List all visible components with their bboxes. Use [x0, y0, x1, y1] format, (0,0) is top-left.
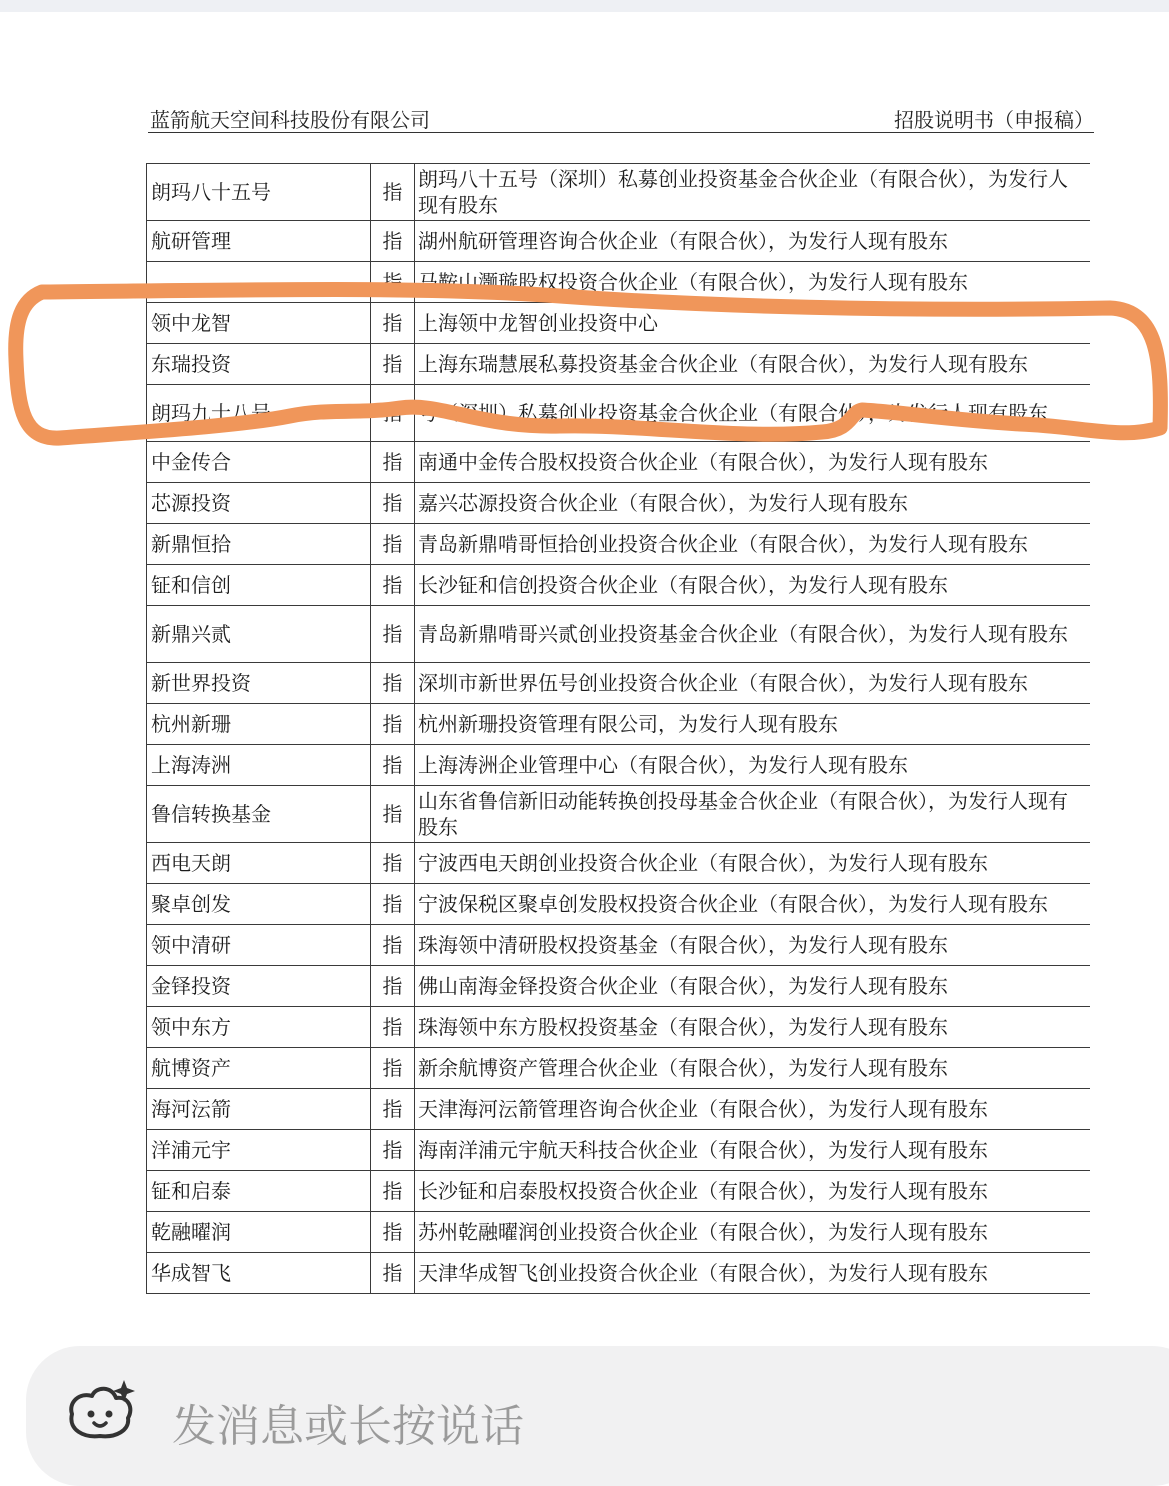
refers-to-cell: 指 [371, 262, 415, 303]
abbreviation-cell: 东瑞投资 [147, 344, 371, 385]
message-input-bar[interactable] [26, 1346, 1169, 1486]
abbreviation-cell: 领中东方 [147, 1007, 371, 1048]
abbreviation-cell: 航研管理 [147, 221, 371, 262]
abbreviation-cell: 西电天朗 [147, 843, 371, 884]
definition-cell: 杭州新珊投资管理有限公司，为发行人现有股东 [415, 704, 1091, 745]
table-row [147, 262, 1091, 303]
refers-to-cell: 指 [371, 966, 415, 1007]
table-row [147, 442, 1091, 483]
definitions-table [146, 163, 1090, 1294]
abbreviation-cell: 海河沄箭 [147, 1089, 371, 1130]
definition-cell: 湖州航研管理咨询合伙企业（有限合伙），为发行人现有股东 [415, 221, 1091, 262]
definition-cell: 上海涛洲企业管理中心（有限合伙），为发行人现有股东 [415, 745, 1091, 786]
refers-to-cell: 指 [371, 164, 415, 221]
definition-cell: 佛山南海金铎投资合伙企业（有限合伙），为发行人现有股东 [415, 966, 1091, 1007]
abbreviation-cell: 新世界投资 [147, 663, 371, 704]
abbreviation-cell: 新鼎恒拾 [147, 524, 371, 565]
abbreviation-cell: 朗玛九十八号 [147, 385, 371, 442]
definition-cell: 新余航博资产管理合伙企业（有限合伙），为发行人现有股东 [415, 1048, 1091, 1089]
definition-cell: 天津海河沄箭管理咨询合伙企业（有限合伙），为发行人现有股东 [415, 1089, 1091, 1130]
definition-cell: 朗玛八十五号（深圳）私募创业投资基金合伙企业（有限合伙），为发行人现有股东 [415, 164, 1091, 221]
refers-to-cell: 指 [371, 565, 415, 606]
definitions-table-container [146, 163, 1090, 1319]
definition-cell: 号（深圳）私募创业投资基金合伙企业（有限合伙），为发行人现有股东 [415, 385, 1091, 442]
abbreviation-cell: 杭州新珊 [147, 704, 371, 745]
abbreviation-cell: 金铎投资 [147, 966, 371, 1007]
definition-cell: 青岛新鼎啃哥兴贰创业投资基金合伙企业（有限合伙），为发行人现有股东 [415, 606, 1091, 663]
abbreviation-cell: 领中清研 [147, 925, 371, 966]
refers-to-cell: 指 [371, 303, 415, 344]
refers-to-cell: 指 [371, 663, 415, 704]
table-row [147, 344, 1091, 385]
table-row [147, 221, 1091, 262]
definition-cell: 海南洋浦元宇航天科技合伙企业（有限合伙），为发行人现有股东 [415, 1130, 1091, 1171]
table-row [147, 1048, 1091, 1089]
app-top-strip [0, 0, 1169, 12]
abbreviation-cell: 钲和信创 [147, 565, 371, 606]
abbreviation-cell: 钲和启泰 [147, 1171, 371, 1212]
definition-cell: 长沙钲和信创投资合伙企业（有限合伙），为发行人现有股东 [415, 565, 1091, 606]
definition-cell: 苏州乾融曜润创业投资合伙企业（有限合伙），为发行人现有股东 [415, 1212, 1091, 1253]
table-row [147, 1253, 1091, 1294]
abbreviation-cell: 上海涛洲 [147, 745, 371, 786]
refers-to-cell: 指 [371, 1130, 415, 1171]
table-row [147, 1171, 1091, 1212]
refers-to-cell: 指 [371, 442, 415, 483]
table-row [147, 786, 1091, 843]
abbreviation-cell: 中金传合 [147, 442, 371, 483]
table-row [147, 606, 1091, 663]
refers-to-cell: 指 [371, 745, 415, 786]
table-row [147, 884, 1091, 925]
table-row [147, 745, 1091, 786]
table-row [147, 524, 1091, 565]
table-row [147, 966, 1091, 1007]
definition-cell: 上海领中龙智创业投资中心 [415, 303, 1091, 344]
table-row [147, 1212, 1091, 1253]
document-header [148, 100, 1094, 133]
definition-cell: 上海东瑞慧展私募投资基金合伙企业（有限合伙），为发行人现有股东 [415, 344, 1091, 385]
refers-to-cell: 指 [371, 1089, 415, 1130]
table-row [147, 385, 1091, 442]
abbreviation-cell: 芯源投资 [147, 483, 371, 524]
definition-cell: 山东省鲁信新旧动能转换创投母基金合伙企业（有限合伙），为发行人现有股东 [415, 786, 1091, 843]
refers-to-cell: 指 [371, 606, 415, 663]
abbreviation-cell: 朗玛八十五号 [147, 164, 371, 221]
refers-to-cell: 指 [371, 1253, 415, 1294]
document-type: 招股说明书（申报稿） [894, 108, 1094, 132]
abbreviation-cell: 航博资产 [147, 1048, 371, 1089]
abbreviation-cell: 鲁信转换基金 [147, 786, 371, 843]
table-row [147, 164, 1091, 221]
refers-to-cell: 指 [371, 884, 415, 925]
abbreviation-cell: 聚卓创发 [147, 884, 371, 925]
table-row [147, 1130, 1091, 1171]
definition-cell: 嘉兴芯源投资合伙企业（有限合伙），为发行人现有股东 [415, 483, 1091, 524]
definition-cell: 青岛新鼎啃哥恒拾创业投资合伙企业（有限合伙），为发行人现有股东 [415, 524, 1091, 565]
table-row [147, 565, 1091, 606]
refers-to-cell: 指 [371, 385, 415, 442]
abbreviation-cell [147, 262, 371, 303]
abbreviation-cell: 华成智飞 [147, 1253, 371, 1294]
refers-to-cell: 指 [371, 344, 415, 385]
definition-cell: 深圳市新世界伍号创业投资合伙企业（有限合伙），为发行人现有股东 [415, 663, 1091, 704]
refers-to-cell: 指 [371, 524, 415, 565]
definition-cell: 珠海领中东方股权投资基金（有限合伙），为发行人现有股东 [415, 1007, 1091, 1048]
table-row [147, 925, 1091, 966]
table-row [147, 843, 1091, 884]
definition-cell: 珠海领中清研股权投资基金（有限合伙），为发行人现有股东 [415, 925, 1091, 966]
refers-to-cell: 指 [371, 1048, 415, 1089]
table-row [147, 663, 1091, 704]
message-input-placeholder[interactable]: 发消息或长按说话 [172, 1401, 524, 1452]
abbreviation-cell: 领中龙智 [147, 303, 371, 344]
table-row [147, 303, 1091, 344]
refers-to-cell: 指 [371, 843, 415, 884]
refers-to-cell: 指 [371, 483, 415, 524]
table-row [147, 483, 1091, 524]
table-row [147, 1089, 1091, 1130]
definition-cell: 宁波保税区聚卓创发股权投资合伙企业（有限合伙），为发行人现有股东 [415, 884, 1091, 925]
refers-to-cell: 指 [371, 1007, 415, 1048]
refers-to-cell: 指 [371, 221, 415, 262]
refers-to-cell: 指 [371, 786, 415, 843]
definition-cell: 马鞍山灏璇股权投资合伙企业（有限合伙），为发行人现有股东 [415, 262, 1091, 303]
definition-cell: 南通中金传合股权投资合伙企业（有限合伙），为发行人现有股东 [415, 442, 1091, 483]
abbreviation-cell: 洋浦元宇 [147, 1130, 371, 1171]
company-name: 蓝箭航天空间科技股份有限公司 [150, 108, 430, 132]
table-row [147, 1007, 1091, 1048]
refers-to-cell: 指 [371, 1212, 415, 1253]
definition-cell: 宁波西电天朗创业投资合伙企业（有限合伙），为发行人现有股东 [415, 843, 1091, 884]
refers-to-cell: 指 [371, 1171, 415, 1212]
abbreviation-cell: 新鼎兴贰 [147, 606, 371, 663]
refers-to-cell: 指 [371, 925, 415, 966]
sparkle-mascot-icon[interactable] [60, 1376, 140, 1446]
definition-cell: 天津华成智飞创业投资合伙企业（有限合伙），为发行人现有股东 [415, 1253, 1091, 1294]
refers-to-cell: 指 [371, 704, 415, 745]
definition-cell: 长沙钲和启泰股权投资合伙企业（有限合伙），为发行人现有股东 [415, 1171, 1091, 1212]
abbreviation-cell: 乾融曜润 [147, 1212, 371, 1253]
table-row [147, 704, 1091, 745]
